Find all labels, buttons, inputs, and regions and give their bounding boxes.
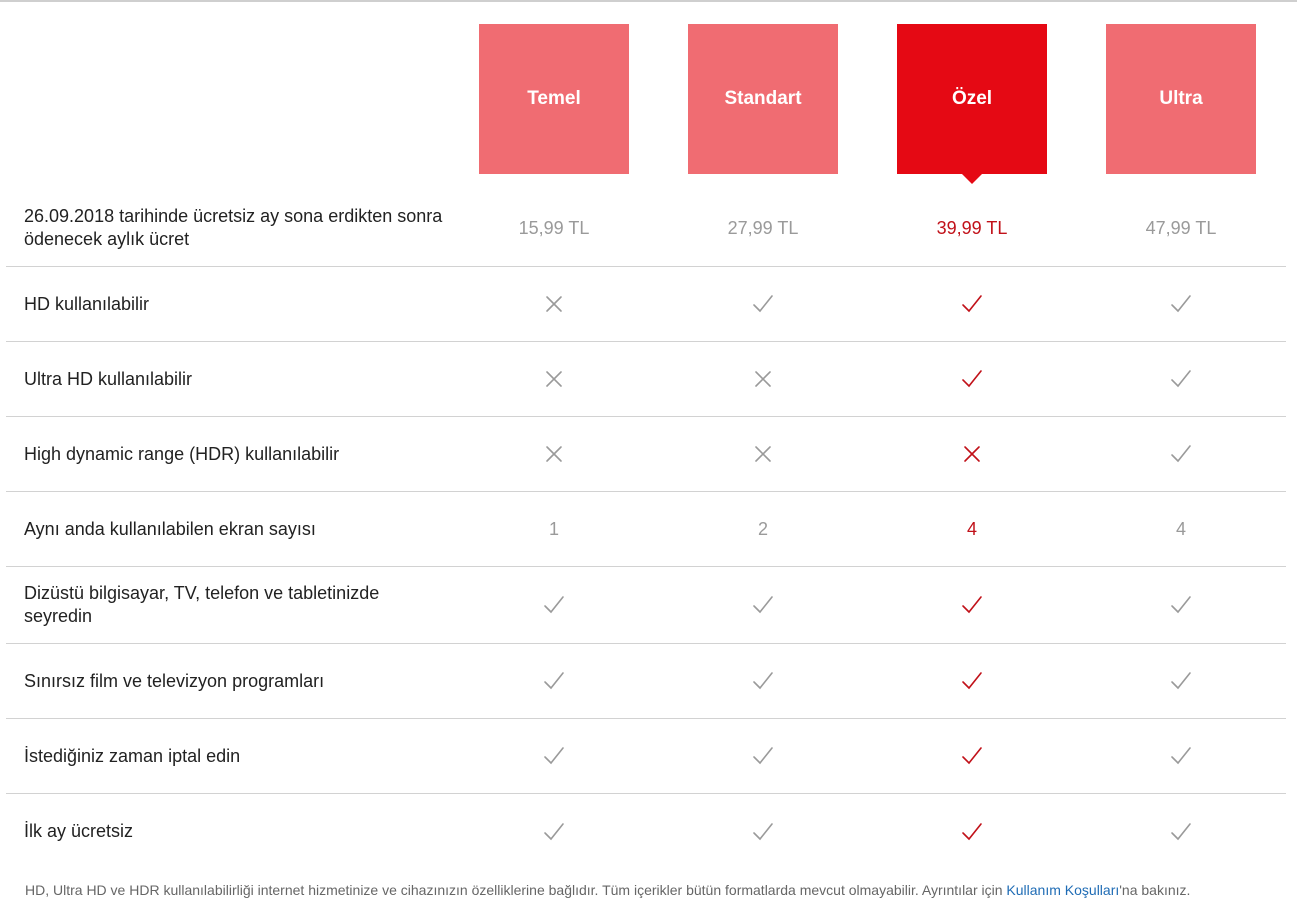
cross-icon [479,267,629,341]
plan-ozel-button[interactable] [897,24,1047,174]
check-icon [479,719,629,793]
plan-value: 2 [757,518,768,539]
plan-value: 15,99 TL [518,217,590,238]
table-row [6,567,1286,644]
plan-comparison-table [6,190,1286,869]
plan-value: 39,99 TL [936,217,1008,238]
table-row [6,644,1286,719]
check-icon [688,719,838,793]
plan-name: Temel [527,88,581,109]
plan-value: 4 [966,518,977,539]
check-icon [688,794,838,869]
feature-label: 26.09.2018 tarihinde ücretsiz ay sona erdikten sonra ödenecek aylık ücret [24,206,443,249]
check-icon [479,794,629,869]
check-icon [897,644,1047,718]
feature-label: Sınırsız film ve televizyon programları [24,670,325,691]
check-icon [688,567,838,643]
table-row [6,719,1286,794]
plan-name: Ultra [1159,88,1203,109]
plan-name: Özel [951,88,993,109]
plan-name: Standart [724,88,802,109]
feature-label: İstediğiniz zaman iptal edin [24,745,241,766]
check-icon [688,644,838,718]
check-icon [1106,794,1256,869]
terms-of-use-link[interactable]: Kullanım Koşulları [1006,882,1120,898]
check-icon [897,719,1047,793]
plan-ultra-button[interactable] [1106,24,1256,174]
footnote-text-end: 'na bakınız. [1119,882,1191,898]
plan-selector [5,24,1286,174]
table-row [6,190,1286,267]
footnote [25,880,1265,900]
selected-pointer-icon [962,174,982,184]
cross-icon [479,342,629,416]
check-icon [688,267,838,341]
check-icon [1106,644,1256,718]
feature-label: İlk ay ücretsiz [24,821,134,841]
check-icon [1106,567,1256,643]
cross-icon [479,417,629,491]
table-row [6,794,1286,869]
table-row [6,267,1286,342]
footnote-text: HD, Ultra HD ve HDR kullanılabilirliği internet hizmetinize ve cihazınızın özelliklerine bağlıdır. Tüm içerikler bütün formatlarda mevcut olmayabilir. Ayrıntılar için [25,882,1007,898]
plan-value: 1 [548,518,559,539]
check-icon [897,267,1047,341]
table-row [6,417,1286,492]
check-icon [1106,267,1256,341]
feature-label: Dizüstü bilgisayar, TV, telefon ve tabletinizde seyredin [24,583,380,626]
check-icon [479,644,629,718]
table-row [6,342,1286,417]
plan-temel-button[interactable] [479,24,629,174]
cross-icon [897,417,1047,491]
plan-value: 47,99 TL [1145,217,1217,238]
cross-icon [688,417,838,491]
check-icon [1106,417,1256,491]
check-icon [897,342,1047,416]
feature-label: High dynamic range (HDR) kullanılabilir [24,443,340,464]
check-icon [1106,719,1256,793]
top-divider [0,0,1297,2]
plan-value: 27,99 TL [727,217,799,238]
check-icon [897,794,1047,869]
check-icon [479,567,629,643]
check-icon [1106,342,1256,416]
plan-value: 4 [1175,518,1186,539]
check-icon [897,567,1047,643]
plan-standart-button[interactable] [688,24,838,174]
cross-icon [688,342,838,416]
feature-label: Aynı anda kullanılabilen ekran sayısı [24,518,316,539]
feature-label: HD kullanılabilir [24,293,150,314]
table-row [6,492,1286,567]
feature-label: Ultra HD kullanılabilir [24,368,193,389]
